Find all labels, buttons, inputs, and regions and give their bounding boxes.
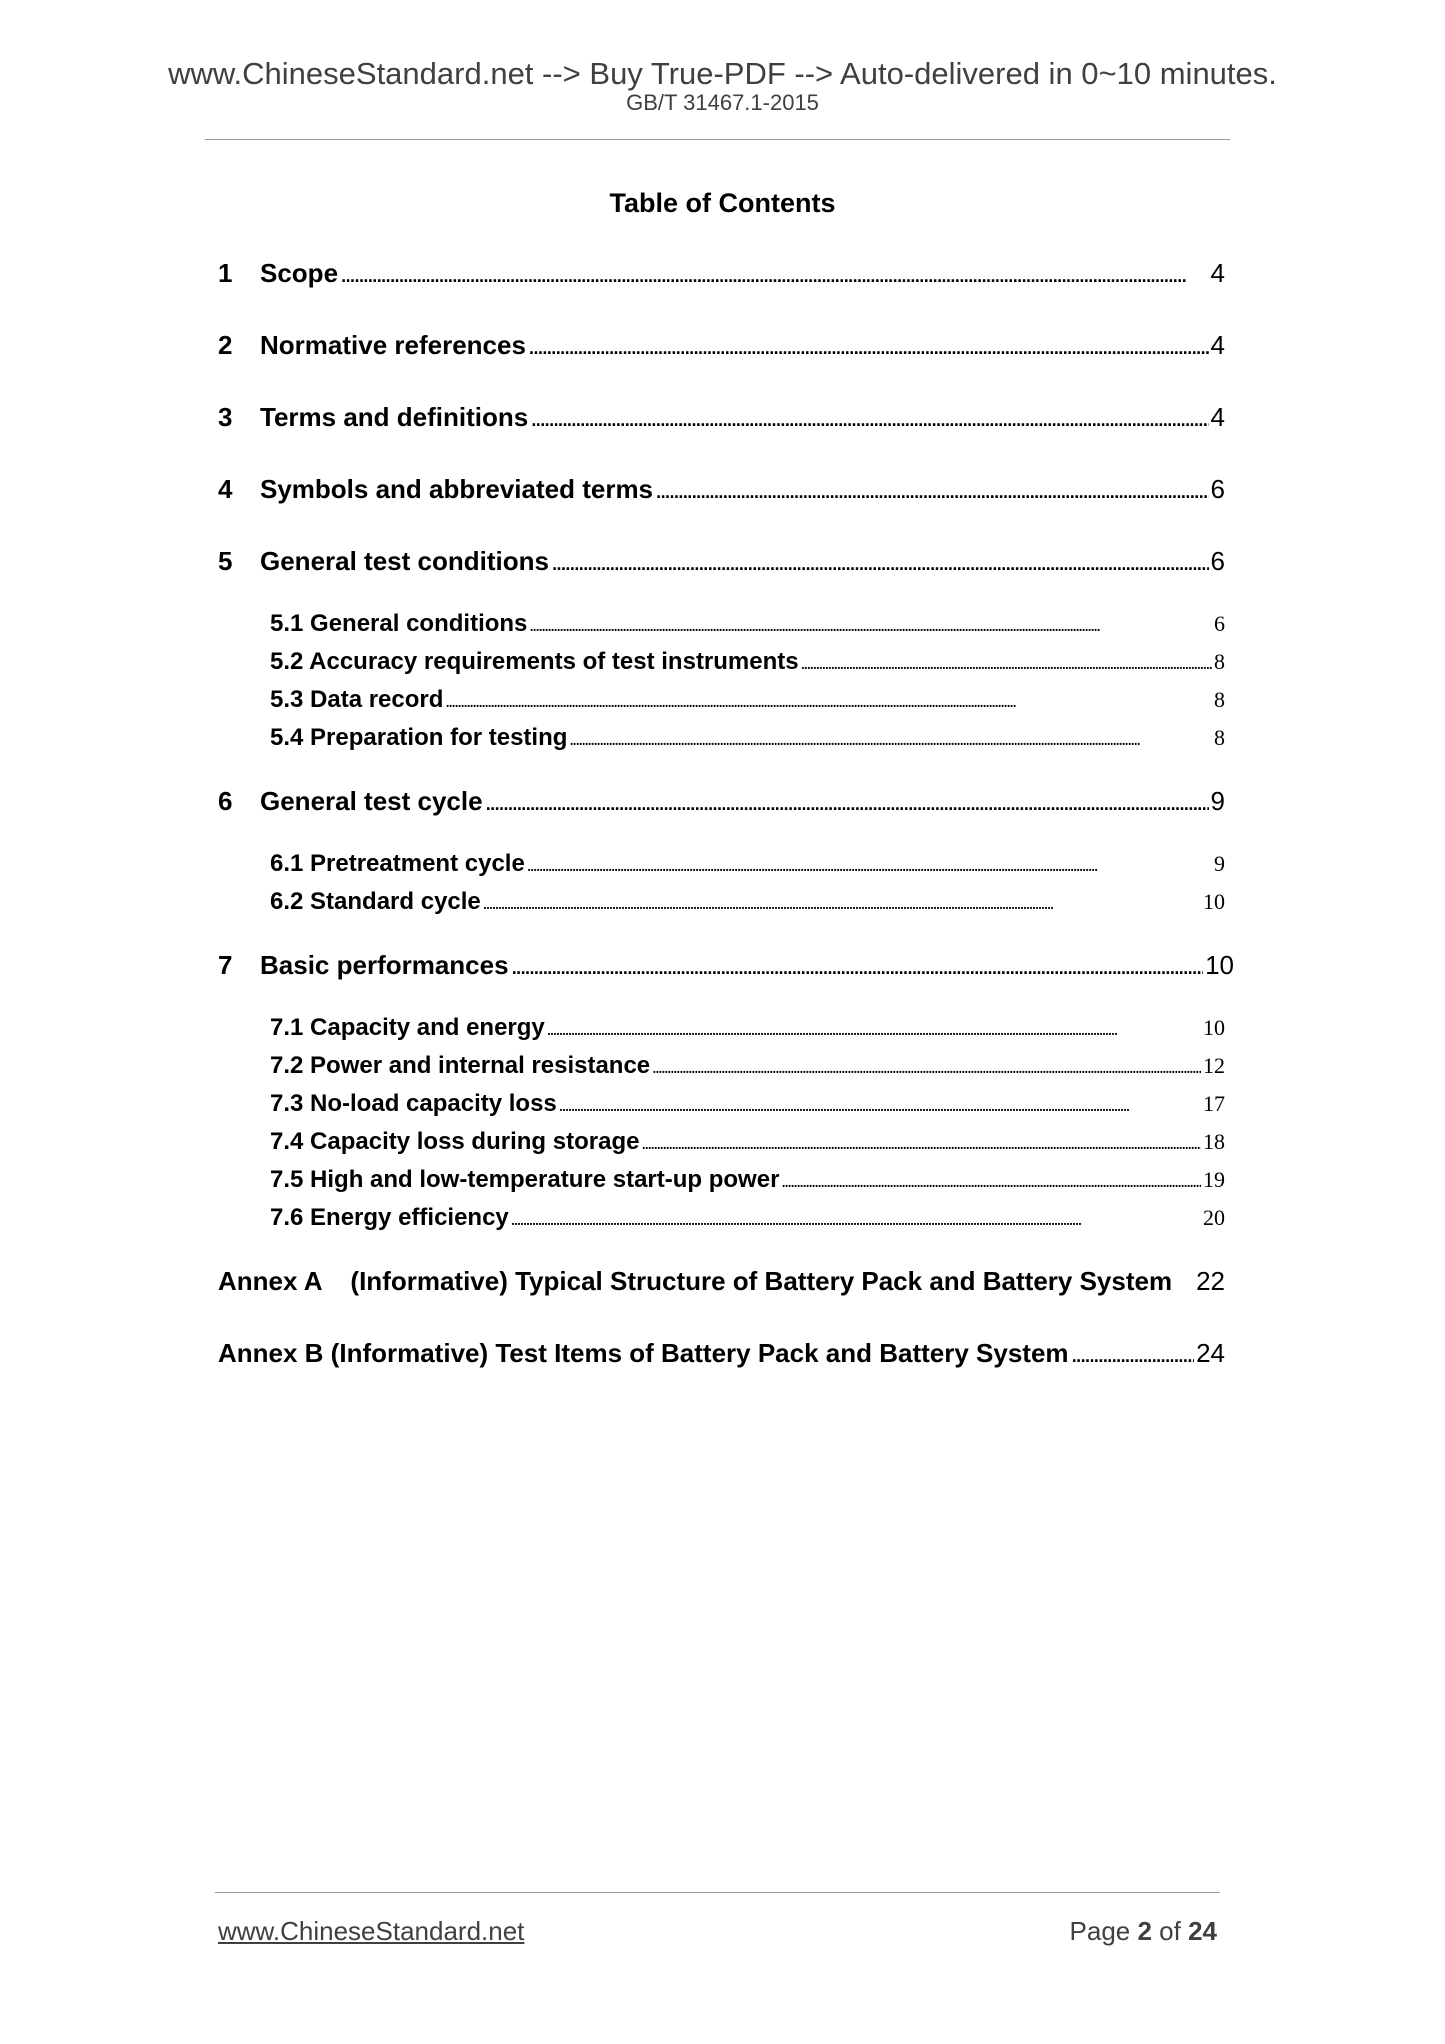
toc-entry-page: 24 (1196, 1338, 1225, 1368)
footer-divider (215, 1892, 1220, 1893)
toc-entry-page: 4 (1210, 330, 1225, 360)
toc-entry-number: 6 (218, 786, 233, 816)
toc-entry-page: 9 (1214, 851, 1225, 876)
page-prefix: Page (1069, 1916, 1138, 1946)
dot-leader (641, 1133, 1201, 1154)
toc-entry-page: 4 (1210, 402, 1225, 432)
total-pages: 24 (1188, 1916, 1217, 1946)
dot-leader (781, 1171, 1201, 1192)
dot-leader (483, 893, 1201, 914)
toc-entry-page: 8 (1214, 649, 1225, 674)
toc-entry[interactable] (218, 546, 1225, 577)
toc-entry-title: 5.2 Accuracy requirements of test instruments (270, 648, 799, 675)
page-separator: of (1151, 1916, 1189, 1946)
toc-subentry[interactable] (270, 1090, 1225, 1118)
dot-leader (445, 691, 1212, 712)
toc-entry-page: 9 (1210, 786, 1225, 816)
toc-entry-title: 7.6 Energy efficiency (270, 1204, 509, 1231)
toc-entry-page: 8 (1214, 687, 1225, 712)
toc-entry-title: Terms and definitions (260, 402, 529, 432)
toc-entry-page: 10 (1203, 1015, 1225, 1040)
page-number (1070, 1916, 1217, 1947)
toc-subentry[interactable] (270, 648, 1225, 676)
toc-subentry[interactable] (270, 888, 1225, 916)
toc-entry[interactable] (218, 258, 1225, 289)
toc-entry-number: 7 (218, 950, 233, 980)
toc-entry-title: Basic performances (260, 950, 509, 980)
toc-entry-title: Scope (260, 258, 339, 288)
toc-entry-annex-a[interactable] (218, 1266, 1225, 1297)
dot-leader (511, 950, 1204, 981)
toc-subentry[interactable] (270, 724, 1225, 752)
toc-entry-annex-b[interactable] (218, 1338, 1225, 1369)
dot-leader (511, 1209, 1201, 1230)
dot-leader (485, 786, 1209, 817)
toc-entry-page: 12 (1203, 1053, 1225, 1078)
toc-entry-title: 6.2 Standard cycle (270, 888, 481, 915)
toc-entry-page: 10 (1203, 889, 1225, 914)
toc-entry-title: 7.2 Power and internal resistance (270, 1052, 651, 1079)
toc-entry-number: 5 (218, 546, 233, 576)
dot-leader (569, 729, 1212, 750)
top-banner: www.ChineseStandard.net --> Buy True-PDF --> Auto-delivered in 0~10 minutes. (168, 56, 1277, 91)
toc-entry-page: 6 (1214, 611, 1225, 636)
header-divider (205, 139, 1230, 140)
footer-website-link[interactable]: www.ChineseStandard.net (218, 1916, 525, 1946)
toc-entry-title: 5.1 General conditions (270, 610, 528, 637)
toc-entry-page: 6 (1210, 546, 1225, 576)
toc-entry-page: 18 (1203, 1129, 1225, 1154)
dot-leader (529, 615, 1212, 636)
toc-entry-number: 1 (218, 258, 233, 288)
toc-entry-page: 22 (1196, 1266, 1225, 1296)
toc-entry-title: Normative references (260, 330, 526, 360)
toc-entry-title: General test cycle (260, 786, 483, 816)
toc-subentry[interactable] (270, 1204, 1225, 1232)
dot-leader (547, 1019, 1201, 1040)
toc-entry-title: General test conditions (260, 546, 549, 576)
dot-leader (652, 1057, 1201, 1078)
toc-entry-number: 4 (218, 474, 233, 504)
toc-subentry[interactable] (270, 1128, 1225, 1156)
toc-subentry[interactable] (270, 610, 1225, 638)
toc-subentry[interactable] (270, 1052, 1225, 1080)
toc-entry-title: Annex B (Informative) Test Items of Battery Pack and Battery System (218, 1338, 1069, 1368)
toc-entry[interactable] (218, 474, 1225, 505)
dot-leader (551, 546, 1209, 577)
toc-entry-page: 4 (1210, 258, 1225, 288)
dot-leader (530, 402, 1208, 433)
dot-leader (801, 653, 1212, 674)
toc-entry-title: Symbols and abbreviated terms (260, 474, 654, 504)
toc-entry-title: 7.1 Capacity and energy (270, 1014, 545, 1041)
toc-entry-title: 5.3 Data record (270, 686, 444, 713)
dot-leader (655, 474, 1209, 505)
toc-subentry[interactable] (270, 1014, 1225, 1042)
toc-subentry[interactable] (270, 1166, 1225, 1194)
current-page: 2 (1137, 1916, 1152, 1946)
toc-entry-page: 20 (1203, 1205, 1225, 1230)
toc-entry[interactable] (218, 786, 1225, 817)
dot-leader (527, 855, 1212, 876)
toc-entry-title: 7.4 Capacity loss during storage (270, 1128, 640, 1155)
dot-leader (1071, 1338, 1195, 1369)
dot-leader (559, 1095, 1201, 1116)
toc-entry-title: Annex A (Informative) Typical Structure of Battery Pack and Battery System (218, 1266, 1173, 1296)
toc-entry-title: 6.1 Pretreatment cycle (270, 850, 525, 877)
toc-entry-number: 2 (218, 330, 233, 360)
toc-entry[interactable] (218, 950, 1234, 981)
toc-subentry[interactable] (270, 686, 1225, 714)
toc-entry-page: 19 (1203, 1167, 1225, 1192)
toc-entry-title: 5.4 Preparation for testing (270, 724, 568, 751)
toc-entry-number: 3 (218, 402, 233, 432)
toc-entry-title: 7.5 High and low-temperature start-up power (270, 1166, 780, 1193)
toc-entry-page: 8 (1214, 725, 1225, 750)
toc-entry-title: 7.3 No-load capacity loss (270, 1090, 557, 1117)
toc-entry[interactable] (218, 402, 1225, 433)
toc-entry-page: 10 (1205, 950, 1234, 980)
dot-leader (528, 330, 1209, 361)
toc-entry-page: 6 (1210, 474, 1225, 504)
document-id: GB/T 31467.1-2015 (626, 90, 819, 115)
toc-title: Table of Contents (609, 188, 836, 218)
toc-entry[interactable] (218, 330, 1225, 361)
toc-entry-page: 17 (1203, 1091, 1225, 1116)
dot-leader (340, 258, 1209, 289)
toc-subentry[interactable] (270, 850, 1225, 878)
